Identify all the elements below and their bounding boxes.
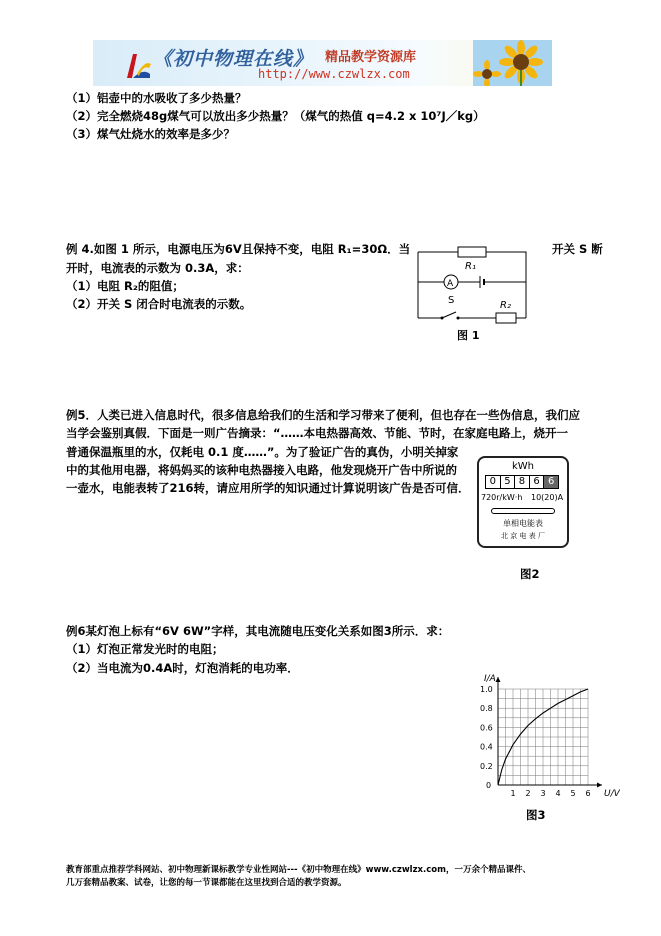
x-axis-label: U/V [604,789,620,799]
y-tick-label: 0.2 [480,761,493,771]
meter-digit-decimal: 6 [544,475,559,489]
example4-line: （2）开关 S 闭合时电流表的示数。 [66,297,252,311]
figure2-caption: 图2 [520,567,540,581]
example5-line: 普通保温瓶里的水，仅耗电 0.1 度……”。为了验证广告的真伪，小明关掉家 [66,445,459,459]
question-line: （2）完全燃烧48g煤气可以放出多少热量？（煤气的热值 q=4.2 x 10⁷J／kg） [66,109,485,123]
meter-spec-current: 10(20)A [531,493,564,502]
y-tick-label: 0 [486,781,492,790]
iu-chart [470,668,620,803]
meter-unit: kWh [511,461,535,472]
example5-line: 当学会鉴别真假．下面是一则广告摘录：“……本电热器高效、节能、节时，在家庭电路上，烧开一 [66,426,569,440]
question-line: （3）煤气灶烧水的效率是多少？ [66,127,235,141]
x-axis-arrow [597,783,602,788]
meter-digit: 5 [501,475,516,489]
meter-digits [485,475,559,489]
meter-maker: 北 京 电 表 厂 [501,532,545,540]
banner-url-link[interactable]: http://www.czwlzx.com [258,67,410,81]
y-tick-label: 0.6 [480,723,493,733]
x-tick-label: 6 [585,789,591,798]
header-banner [93,40,552,86]
x-tick-label: 2 [525,789,531,798]
meter-digit: 6 [530,475,545,489]
banner-subtitle: 精品教学资源库 [325,50,417,65]
r1-label: R₁ [465,261,476,272]
x-tick-label: 1 [510,789,516,798]
example5-line: 一壶水，电能表转了216转，请应用所学的知识通过计算说明该广告是否可信． [66,481,470,495]
meter-digit: 0 [485,475,501,489]
banner-title: 《初中物理在线》 [153,48,314,70]
y-tick-label: 0.8 [480,704,493,714]
y-axis-arrow [496,677,501,682]
example4-line-right: 开关 S 断 [552,242,603,256]
example6-line: （1）灯泡正常发光时的电阻； [66,642,224,656]
meter-disc-window [491,508,555,514]
x-tick-label: 3 [540,789,546,798]
ammeter-label: A [447,279,454,289]
question-line: （1）铝壶中的水吸收了多少热量？ [66,91,247,105]
meter-name: 单相电能表 [503,519,543,528]
example4-line: （1）电阻 R₂的阻值； [66,279,184,293]
switch-label: S [448,295,455,306]
sunflower-image [473,40,552,86]
figure1-caption: 图 1 [457,329,480,342]
site-logo [123,48,153,80]
footer-line: 几万套精品教案、试卷，让您的每一节课都能在这里找到合适的教学资源。 [66,878,347,888]
example5-line: 中的其他用电器，将妈妈买的该种电热器接入电路，他发现烧开广告中所说的 [66,463,457,477]
circuit-diagram [408,240,538,345]
example4-line: 例 4.如图 1 所示，电源电压为6V且保持不变，电阻 R₁=30Ω．当 [66,242,411,256]
electricity-meter [477,456,569,548]
example5-line: 例5．人类已进入信息时代，很多信息给我们的生活和学习带来了便利，但也存在一些伪信息，我们应 [66,408,580,422]
example4-line: 开时，电流表的示数为 0.3A，求： [66,261,249,275]
x-tick-label: 5 [570,789,576,798]
example6-line: （2）当电流为0.4A时，灯泡消耗的电功率． [66,661,299,675]
meter-spec-rev: 720r/kW·h [481,493,523,502]
example6-line: 例6某灯泡上标有“6V 6W”字样，其电流随电压变化关系如图3所示．求： [66,624,450,638]
y-tick-label: 1.0 [480,685,493,694]
y-tick-label: 0.4 [480,742,493,752]
footer-line: 教育部重点推荐学科网站、初中物理新课标教学专业性网站---《初中物理在线》www.czwlzx.com，一万余个精品课件、 [66,865,531,875]
x-tick-label: 4 [555,789,561,798]
figure3-caption: 图3 [526,808,546,822]
r2-label: R₂ [500,300,511,311]
meter-digit: 8 [515,475,530,489]
y-axis-label: I/A [484,674,496,684]
